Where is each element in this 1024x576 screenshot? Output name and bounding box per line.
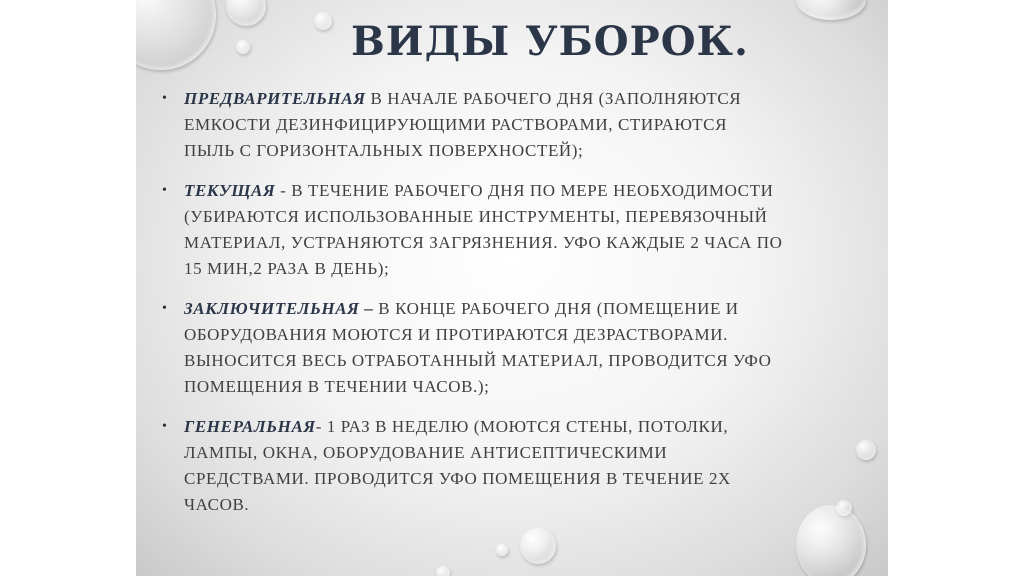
bullet-icon: • — [162, 301, 168, 316]
water-drop-decoration — [436, 566, 450, 576]
water-drop-decoration — [496, 544, 508, 556]
item-line: ПЫЛЬ С ГОРИЗОНТАЛЬНЫХ ПОВЕРХНОСТЕЙ); — [184, 141, 584, 160]
cleaning-types-list — [156, 86, 856, 532]
item-line: ЛАМПЫ, ОКНА, ОБОРУДОВАНИЕ АНТИСЕПТИЧЕСКИМИ — [184, 443, 668, 462]
list-item — [156, 296, 856, 400]
item-term: ТЕКУЩАЯ — [184, 181, 276, 200]
slide-title: ВИДЫ УБОРОК. — [351, 18, 749, 65]
item-line: 15 МИН,2 РАЗА В ДЕНЬ); — [184, 259, 390, 278]
item-line — [184, 178, 856, 204]
bullet-icon: • — [162, 419, 168, 434]
bullet-icon: • — [162, 91, 168, 106]
item-text: В НАЧАЛЕ РАБОЧЕГО ДНЯ (ЗАПОЛНЯЮТСЯ — [370, 89, 742, 108]
water-drop-decoration — [520, 528, 556, 564]
list-item — [156, 178, 856, 282]
list-item — [156, 86, 856, 164]
item-line: МАТЕРИАЛ, УСТРАНЯЮТСЯ ЗАГРЯЗНЕНИЯ. УФО КАЖДЫЕ 2 ЧАСА ПО — [184, 233, 783, 252]
item-line: ЕМКОСТИ ДЕЗИНФИЦИРУЮЩИМИ РАСТВОРАМИ, СТИРАЮТСЯ — [184, 115, 728, 134]
item-text: В КОНЦЕ РАБОЧЕГО ДНЯ (ПОМЕЩЕНИЕ И — [378, 299, 739, 318]
item-line: ОБОРУДОВАНИЯ МОЮТСЯ И ПРОТИРАЮТСЯ ДЕЗРАСТВОРАМИ. — [184, 325, 728, 344]
water-drop-decoration — [314, 12, 332, 30]
item-line — [184, 296, 856, 322]
water-drop-decoration — [856, 440, 876, 460]
slide — [136, 0, 888, 576]
water-drop-decoration — [236, 40, 250, 54]
item-line: СРЕДСТВАМИ. ПРОВОДИТСЯ УФО ПОМЕЩЕНИЯ В ТЕЧЕНИЕ 2Х — [184, 469, 731, 488]
item-term: ГЕНЕРАЛЬНАЯ — [184, 417, 316, 436]
bullet-icon: • — [162, 183, 168, 198]
item-line: ЧАСОВ. — [184, 495, 250, 514]
water-drop-decoration — [226, 0, 266, 26]
item-term: ПРЕДВАРИТЕЛЬНАЯ — [184, 89, 366, 108]
item-line: ПОМЕЩЕНИЯ В ТЕЧЕНИИ ЧАСОВ.); — [184, 377, 490, 396]
item-line — [184, 86, 856, 112]
list-item — [156, 414, 856, 518]
item-line: ВЫНОСИТСЯ ВЕСЬ ОТРАБОТАННЫЙ МАТЕРИАЛ, ПРОВОДИТСЯ УФО — [184, 351, 772, 370]
water-drop-decoration — [796, 0, 866, 20]
item-line: (УБИРАЮТСЯ ИСПОЛЬЗОВАННЫЕ ИНСТРУМЕНТЫ, ПЕРЕВЯЗОЧНЫЙ — [184, 207, 768, 226]
item-text: - В ТЕЧЕНИЕ РАБОЧЕГО ДНЯ ПО МЕРЕ НЕОБХОДИМОСТИ — [280, 181, 774, 200]
item-text: - 1 РАЗ В НЕДЕЛЮ (МОЮТСЯ СТЕНЫ, ПОТОЛКИ, — [315, 417, 729, 436]
item-term: ЗАКЛЮЧИТЕЛЬНАЯ – — [184, 299, 374, 318]
water-drop-decoration — [136, 0, 216, 70]
item-line — [184, 414, 856, 440]
